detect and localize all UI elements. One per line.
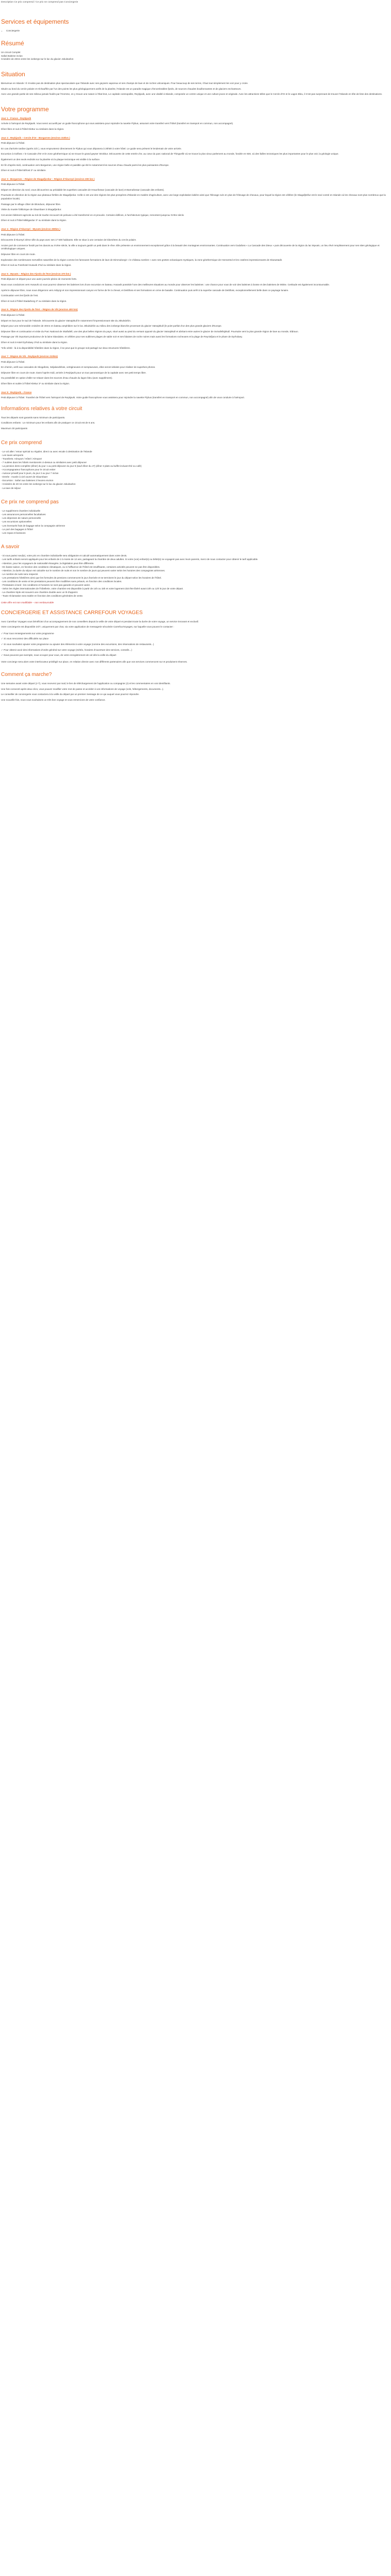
day-paragraph: Petit déjeuner à l'hôtel. Transfert de l'hôtel vers l'aéroport de Reykjavik. Votre guide francophone vous assistera pour rejoindre la navette Flybus (transfert en transport en commun, non accompagné) afin de vous conduire à l'aéroport. (1, 396, 245, 399)
ne-comprend-item: - Les dépenses de nature personnelle (1, 517, 41, 520)
day-paragraph: Dîner et nuit à Hotel Dyrholaey 3*sd ou similaire dans la région. (1, 341, 68, 344)
day-paragraph: Petit déjeuner et départ pour une autre journée pleine de moments forts. (1, 278, 77, 281)
day-paragraph: Également un des seuls endroits sur la planète où la plaque tectonique est visible à la surface. (1, 158, 101, 161)
day-paragraph: Visite du musée folklorique de Glaumbaer à Skagafjordur. (1, 208, 62, 211)
savoir-item: - Les tarifs enfants seront appliqués pour les enfants de 2 à moins de 12 ans, partageant la chambre de deux adultes. Si votre (vos) enfant(s) ou bébé(s) ne voyagent pas avec leurs parents, merci de nous contacter pour obtenir le tarif applicable. (1, 558, 258, 561)
conciergerie-paragraph: Votre conciergerie est disponible 24/7, uniquement par chat, via votre application de messagerie sécurisée CarrefourVoyages, sur laquelle vous pouvez le contacter : (1, 625, 174, 629)
savoir-item: - Prestataire à bord : les conditions et horaires ne sont pas garantis et peuvent varier. (1, 584, 91, 587)
day-paragraph: Passage par le village côtier de Blonduos, déjeuner libre. (1, 202, 61, 206)
ne-comprend-item: - Les éventuels frais de bagage selon la compagnie aérienne (1, 524, 66, 527)
programme-title: Votre programme (1, 105, 49, 113)
services-title: Services et équipements (1, 18, 69, 25)
day-paragraph: Dîner et nuit à l'hôtel Mikligardur 3* ou similaire dans la région. (1, 219, 67, 222)
resume-line: Safari Baleine inclus (1, 54, 23, 57)
day-paragraph: En fin d'après-midi, continuation vers Borgarnes, une région belle et paisible qui été le notamment les sources d'eau chaude parmi les plus puissantes d'Europe. (1, 163, 169, 166)
day-paragraph: Petit déjeuner à l'hôtel. (1, 142, 25, 145)
services-item: • Conciergerie (6, 29, 390, 33)
savoir-item: - Si vous partez seul(e), votre prix en chambre individuelle sera obligatoire et calculé automatiquement dans votre devis. (1, 554, 127, 557)
day-paragraph: Poursuite en direction de la région aux plateaux fertiles de Skagafjordur. Celle-ci est une des régions les plus prospères d'Islande en matière d'agriculture, avec une large exploitation laitière ainsi que l'élevage ovin en plus de l'élevage de chevaux, pour lequel la région est célèbre (le Skagafjörður est le seul comté en Islande où les chevaux sont plus nombreux que la population locale). (1, 194, 386, 200)
conditions-enfants: Conditions enfants : Le minimum pour les enfants afin de pratiquer ce circuit est de 6 ans. (1, 421, 95, 425)
ne-comprend-list (1, 510, 390, 535)
situation-paragraph: Située au bord du cercle polaire et réchauffée par l'un des points les plus géologiquement actifs de la planète, l'Islande est un paradis magique d'innombrables fjords, de sources chaudes bouillonnantes et de glaciers enchanteurs. (1, 87, 241, 90)
informations-title: Informations relatives à votre circuit (1, 405, 83, 412)
day-paragraph: Départ pour une mémorable croisière de 40mn en bateau amphibien sur le lac Jökulsárlón au milieu des icebergs blanchis provenant du glacier Vatnajökull (le point parfait d'un des plus grands glaciers d'Europe. (1, 325, 222, 328)
ne-comprend-item: - Le supplément chambre individuelle (1, 510, 41, 513)
fonctionnement-paragraph: Le conseiller de conciergerie vous contactera à la veille du départ par un premier message de ce qui auquel vous pourrez répondre. (1, 693, 140, 696)
day-paragraph: Petit déjeuner à l'hôtel. (1, 183, 25, 186)
savoir-item: - Le nombre de nuits sera respecté. (1, 572, 39, 575)
conciergerie-closing: Votre concierge sera alors votre interlocuteur privilégié sur place, en relation directe avec nos différents partenaires afin que vos services commencent sur et produisent réserves. (1, 660, 188, 663)
day-paragraph: Arrivée à l'aéroport de Reykjavik. Vous serez accueilli par un guide francophone qui vous assistera pour rejoindre la navette Flybus, assurant votre transfert vers l'hôtel (transfert en transport en commun, non accompagné). (1, 122, 234, 125)
situation-title: Situation (1, 70, 25, 78)
savoir-list (1, 554, 390, 598)
day-title: Jour 5 : Myvatn – Région des Fjords de l'Est (environ 370 km ) (1, 272, 71, 275)
ne-comprend-item: - Le port des bagages à l'hôtel (1, 528, 33, 531)
fonctionnement-paragraph: Une nouvelle fois, nous vous souhaitons un très bon voyage et vous remercions de votre confiance. (1, 699, 106, 702)
day-title: Jour 2 : Reykjavik – Cercle d'Or - Borgarnes (environ 310km ) (1, 136, 70, 139)
resume-line: Un circuit Complet (1, 51, 21, 54)
savoir-item: - Attention, la durée du séjour est calculée sur le nombre de nuits et non le nombre de jours qui peuvent varier selon les horaires des compagnies aériennes. (1, 569, 166, 572)
informations-paragraph (1, 421, 390, 425)
comprend-item: - Croisière de 40 mn entre les icebergs sur le lac du glacier Jokulsarlon (1, 483, 76, 486)
comprend-item: - 7 nuitées dans les hôtels mentionnés ci-dessus ou similaires avec petit déjeuner (1, 461, 87, 464)
situation-block (1, 82, 390, 96)
day-paragraph: Dîner libre et nuit à l'hôtel Klettur ou similaire dans la région. (1, 127, 64, 130)
conciergerie-block (1, 620, 390, 664)
day-paragraph: Dîner et nuit à l'hôtel Bifrost 3* ou similaire. (1, 169, 46, 172)
comprend-item: - Accompagnateur francophone pour le circuit entier (1, 468, 56, 471)
conciergerie-title: CONCIERGERIE ET ASSISTANCE CARREFOUR VOYAGES (1, 609, 143, 616)
conciergerie-item: ✓ Pour tous renseignements sur votre programme (1, 632, 54, 635)
day-title: Jour 3 : Borgarnes – Région de Skagafjordur – Région d'Akureyri (environ 300 km ) (1, 177, 95, 180)
day-paragraph: Après le déjeuner libre, nous nous dirigerons vers Asbyrgi et son impressionnant canyon en forme de fer à cheval, et Dettifoss et ses formations en orme de basalte. Continuation puis arrêt à la superbe cascade de Dettifoss, exceptionnellement belle dans ce paysage lunaire. (1, 289, 289, 292)
day-paragraph: En cas d'arrivée tardive (après 21h ), vous emprunterez directement le Flybus qui vous déposera à 20h00 à votre hôtel. Le guide sera présent le lendemain de votre arrivée. (1, 147, 182, 150)
informations-block (1, 416, 390, 431)
day-paragraph: Déjeuner libre en cours de route. (1, 253, 36, 256)
programme-days (1, 117, 390, 400)
conciergerie-item: ✓ Pour obtenir avoir des informations d'ordre général sur votre voyage (météo, horaires d'ouverture des services, conseils...) (1, 648, 132, 651)
day-paragraph: *Info vérité : là à la disponibilité hôtelière dans la région, il se peut que le groupe soit partagé sur deux structures hôtelières. (1, 346, 131, 349)
day-paragraph: Petit déjeuner à l'hôtel. (1, 360, 25, 363)
savoir-item: - En basse saison, en fonction des conditions climatiques, ou si l'affluence de l'hôtel est insuffisante, certaines activités peuvent ne pas être disponibles. (1, 565, 160, 568)
comprend-item: - Excursion : Safari aux baleines 3 heures environ (1, 479, 54, 482)
comprend-item: - Transferts: Aéroport / Hôtel / Aéroport (1, 457, 42, 460)
services-list (1, 29, 390, 33)
non-modifiable-note: Cette offre est non modifiable – non remboursable (1, 601, 54, 604)
day-paragraph: En chemin, arrêt aux cascades de Skogafoss, Seljalandsfoss, vertigineuses et somptueuses, elles seront idéales pour réaliser de superbes photos. (1, 366, 156, 369)
conciergerie-item: ✓ Nous pouvons par exemple, nous occuper pour vous, de votre enregistrement de vol dès la veille du départ (1, 654, 117, 657)
day-paragraph: Départ en direction du nord, vous découvrirez au préalable les superbes cascades de Hraunfossar (cascade de lave) et Barnafossar (cascade des enfants). (1, 188, 165, 191)
savoir-title: A savoir (1, 544, 20, 550)
day-title: Jour 8 : Reykjavik – France (1, 391, 32, 394)
resume-line: Croisière de 40mn entre les icebergs sur le lac du glacier Jokulsarlon (1, 58, 74, 61)
day-paragraph: Dîner et nuit au Fosshotel Husavik 3*sd ou similaire dans la région. (1, 264, 72, 267)
comprend-item: - Autocar privatif pour 6 jours, du jour 2 au jour 7 inclus (1, 472, 59, 475)
day-paragraph: Excursion à Golfoss » le Cascade d'Or et le zone géothermique où se trouve le grand geyser Strokkur. Découverte de cette entrée d'or, au cœur du parc national de Thingvellir où se trouve la plus vieux parlement au monde, fondée en 930, où des failles tectoniques les plus importantes pour le plus voir, la géologie unique. (1, 152, 339, 156)
day-paragraph: Dîner libre et nuitée à l'hôtel Klettur 3* ou similaire dans la région. (1, 382, 70, 385)
comprend-item: - La pension demi-complète (dîner) du jour 1 au petit déjeuner du jour 8 (sauf dîner du J7) (dîner 3 plats ou buffet incluant thé ou café) (1, 465, 142, 467)
page (0, 0, 391, 702)
day-paragraph: Départ en bus pour le sud de l'Islande. Découverte du glacier Vatnajökull le notamment l'impressionnant site du Jökulsárlón. (1, 319, 131, 322)
day-paragraph: Ancien port de commerce fondé par les danois au XVIIIe siècle, la ville a toujours gardé un petit dans le rêve. Elle présente un environnement exceptionnel grâce à la beauté des montagnes environnantes. Continuation vers Godafoss « La Cascade des Dieux » puis découverte de la région du lac Myvatn, un lieu rêvé remplissement pour ses sites géologique et ornithologique uniques. (1, 244, 380, 250)
breadcrumb[interactable]: Description Ce prix comprend / Ce prix ne comprend pas Conciergerie (1, 1, 78, 4)
savoir-item: - Les conditions de vente et les prestations peuvent être modifiées sans préavis, en fonction des conditions locales. (1, 580, 122, 583)
savoir-item: - Selon les règles internationales de l'hôtellerie, votre chambre est disponible à partir de 14h ou 15h et votre logement doit être libéré avant 10h ou 12h le jour de votre départ. (1, 587, 184, 590)
day-title: Jour 1 : France - Reykjavik (1, 116, 31, 120)
day-paragraph: Petit déjeuner à l'hôtel. (1, 313, 25, 316)
day-paragraph: Découverte d'Akureyri 2ème ville du pays avec ses 17 500 habitants. Elle se situe à une centaine de kilomètres du cercle polaire. (1, 239, 137, 242)
resume-title: Résumé (1, 40, 24, 47)
savoir-item: - Les prestations hôtelières ainsi que les formules de pensions commencent le jour d'arrivée et se terminent le jour du départ selon les horaires de l'hôtel. (1, 576, 162, 579)
day-paragraph: Continuation vers les fjords de l'est. (1, 294, 39, 297)
day-paragraph: Déjeuner libre et continuation et visite du Parc National de Skaftafell, une des plus belles régions du pays, situé aussi au pied du versant opposé du glacier Vatnajökull et abritant entre autres le glacier de Svinafellsjökull. Poursuite vers la plus grande région de lave au monde, Eldraun. (1, 330, 299, 333)
day-paragraph: Petit déjeuner à l'hôtel. (1, 233, 25, 236)
situation-paragraph: Avec une grande partie de ses milieux jamais foulés par l'Homme, on y trouve une nature à l'état brut, Le capitale cosmopolite, Reykjavik, avec une vitalité à Islande, composée un centre unique et une culture jeune et originale. Avec les attractions telles que le Cercle d'Or et le Lagon Bleu, il n'est pas surprenant de trouver l'Islande en tête de liste des destinations. (1, 93, 383, 96)
fonctionnement-block (1, 682, 390, 702)
day-paragraph: Cet ancien bâtiment agricole au toit de tourbe recouvert de pelouse a été transformé en et prouvée. Certains édifices, à l'architecture typique, remontent jusqu'au XVIIIe siècle. (1, 213, 185, 216)
comprend-title: Ce prix comprend (1, 439, 42, 446)
fonctionnement-paragraph: Une semaine avant votre départ (J-7), vous recevrez par mail, le lien de téléchargement de l'application ou compagnie (J) et les commentaires en vos identifiants. (1, 682, 171, 685)
comprend-item: - Le vol aller / retour spécial ou régulier, direct ou avec escale à destination de l'Islande (1, 450, 92, 453)
comprend-item: - Les taxes aéroports (1, 453, 24, 456)
fonctionnement-title: Comment ça marche? (1, 672, 52, 678)
day-paragraph: Déjeuner libre en cours de route. Dans l'après-midi, arrivée à Reykjavik pour un tour panoramique de la capitale avec ses petit temps libre. (1, 371, 146, 374)
conciergerie-list (1, 632, 390, 657)
day-title: Jour 6 : Région des Fjords de l'Est – Région de Vik (environ 400 km) (1, 308, 78, 311)
fonctionnement-paragraph: Une fois connecté après deux clics, vous pouvez modifier votre mot de passe et accéder à vos informations de voyage (vols, hébergements, documents...). (1, 687, 164, 690)
savoir-item: - La chambre triple est souvent une chambre double avec un lit d'appoint. (1, 591, 78, 594)
comprend-list (1, 450, 390, 490)
ne-comprend-item: - Les excursions optionnelles (1, 520, 32, 523)
conciergerie-item: ✓ Si vous souhaitez ajouter votre programme ou ajouter des éléments à votre voyage (comme des excursions, des réservations de restaurants...) (1, 642, 154, 646)
situation-paragraph: Bienvenue en Islande ! Il n'existe pas de destination plus spectaculaire que l'Islande avec ses geysers vaporeux et ses champs de lave et de roches volcaniques. Pour beaucoup de ses terres, il faut tout simplement les voir pour y croire. (1, 81, 249, 84)
conciergerie-paragraph: Avec Carrefour Voyages vous bénéficiez d'un accompagnement de nos conseillers depuis la veille de votre départ et pendant toute la durée de votre voyage, un service innovant et exclusif. (1, 620, 199, 623)
day-paragraph: Ou possibilité en option d'aller se relaxer dans les sources d'eau chaude du lagon bleu (avec supplément). (1, 377, 113, 380)
ne-comprend-item: - Les assurances personnelles facultatives (1, 513, 46, 516)
comprend-item: - Entrée : musée à ciel ouvert de Glaumbaer (1, 476, 48, 479)
ne-comprend-title: Ce prix ne comprend pas (1, 499, 59, 505)
day-title: Jour 4 : Région d'Akureyri - Myvatn (environ 280km ) (1, 228, 60, 231)
informations-paragraph: Tous les départs sont garantis sans minimum de participants. (1, 416, 66, 419)
resume-block (1, 51, 390, 61)
day-paragraph: Dîner et nuit à l'hôtel Stadarborg 3* ou similaire dans la région. (1, 299, 67, 302)
day-paragraph: Exploration des nombreuses merveilles naturelles de la région comme les fameuses formations de lave de Dimmuborgir « le château sombre » avec ses grottes volcaniques mystiques, la zone géothermique de Hverarönd et les cratères impressionnants de Skutustadir. (1, 258, 283, 261)
day-paragraph: Passage par Vik important producteur de la laine islandaise, et célèbre pour ses sublimes plages de sable noir et ses falaises de roche noires mais aussi les formations rocheuses et la plage de Reynisfjara et le phare de Dyrholaey. (1, 335, 243, 338)
day-paragraph: Nous vous conduirons vers Husavik où vous pourrez observer les baleines lors d'une excursion en bateau. Husavik possède l'une des meilleures situations au monde pour observer les baleines : une chance pour vous de voir des baleines à bosse et des baleines de Minke. Certitude est également incontournable. (1, 283, 330, 286)
conciergerie-item: ✓ Si vous rencontrez des difficultés sur place (1, 637, 49, 640)
savoir-item: - Toute réclamation sera traitée en fonction des conditions générales de vente. (1, 595, 84, 598)
comprend-item: - La taxe de séjour (1, 486, 21, 489)
day-title: Jour 7 : Région de Vik - Reykjavik (environ 210km) (1, 355, 58, 358)
ne-comprend-item: - Les repas et boissons (1, 531, 26, 534)
informations-paragraph: Maximum 30 participants (1, 427, 28, 430)
savoir-item: - Attention, pour les voyageurs de nationalité étrangère, la législation peut être différente. (1, 562, 94, 565)
